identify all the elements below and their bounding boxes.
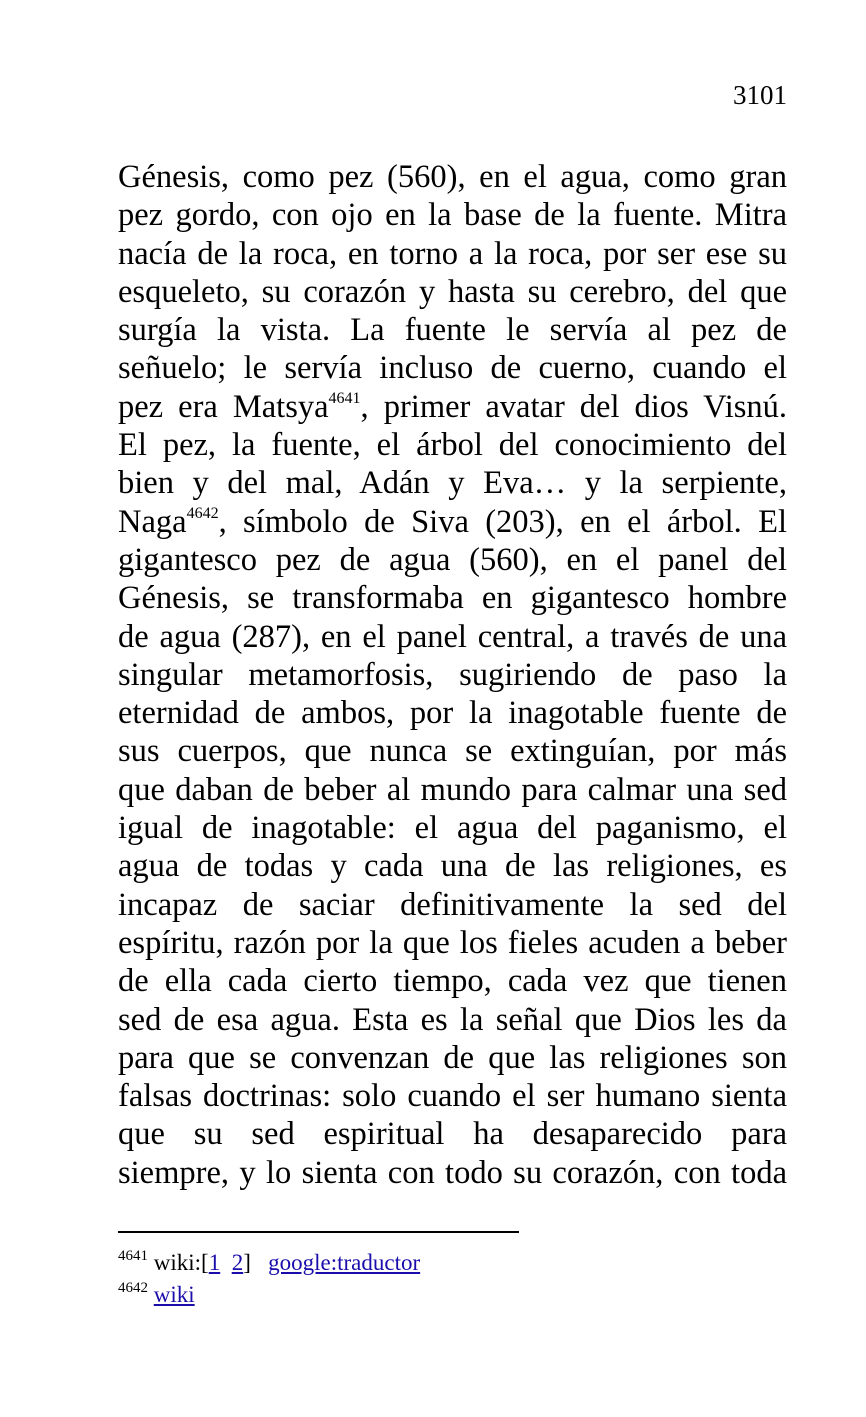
text-line — [118, 311, 787, 349]
text-line — [118, 503, 787, 541]
text-segment: falsas doctrinas: solo cuando el ser humano sienta — [118, 1078, 787, 1115]
footnote-number: 4642 — [118, 1280, 148, 1296]
text-segment: Génesis, como pez (560), en el agua, como gran — [118, 159, 787, 195]
text-line — [118, 196, 787, 234]
footnote-prefix: wiki:[ — [153, 1250, 209, 1275]
text-segment: sus cuerpos, que nunca se extinguían, por más — [118, 733, 787, 770]
footnotes — [118, 1247, 420, 1311]
footnote-number: 4641 — [118, 1248, 148, 1264]
text-line — [118, 388, 787, 426]
page-number: 3101 — [733, 80, 787, 110]
text-segment: pez gordo, con ojo en la base de la fuente. Mitra — [118, 197, 787, 234]
text-segment: pez era Matsya — [118, 388, 329, 425]
text-segment: El pez, la fuente, el árbol del conocimiento del — [118, 427, 787, 464]
text-line — [118, 1154, 787, 1192]
wiki-link-1[interactable]: 1 — [208, 1250, 221, 1275]
text-segment: que daban de beber al mundo para calmar una sed — [118, 771, 787, 808]
text-segment: Naga — [118, 503, 187, 540]
text-line — [118, 656, 787, 694]
text-segment: esqueleto, su corazón y hasta su cerebro, del que — [118, 273, 787, 310]
text-segment: nacía de la roca, en torno a la roca, por ser ese su — [118, 235, 787, 272]
text-segment: de agua (287), en el panel central, a través de una — [118, 618, 787, 655]
text-line — [118, 1001, 787, 1039]
text-line — [118, 464, 787, 502]
text-line — [118, 694, 787, 732]
footnote-4641 — [118, 1247, 420, 1279]
text-segment: surgía la vista. La fuente le servía al pez de — [118, 312, 787, 349]
footnote-4642 — [118, 1279, 420, 1311]
text-line — [118, 1115, 787, 1153]
text-segment: , símbolo de Siva (203), en el árbol. El — [218, 503, 787, 540]
text-line — [118, 235, 787, 273]
text-segment: bien y del mal, Adán y Eva… y la serpiente, — [118, 465, 787, 502]
text-line — [118, 771, 787, 809]
wiki-link-2[interactable]: 2 — [231, 1250, 244, 1275]
text-line — [118, 732, 787, 770]
text-line — [118, 349, 787, 387]
wiki-link[interactable]: wiki — [153, 1282, 195, 1307]
text-segment: igual de inagotable: el agua del paganismo, el — [118, 810, 787, 847]
footnote-reference: 4641 — [328, 389, 361, 407]
body-text — [118, 158, 787, 1192]
text-line — [118, 924, 787, 962]
text-line — [118, 541, 787, 579]
text-segment: señuelo; le servía incluso de cuerno, cuando el — [118, 350, 787, 387]
text-line — [118, 273, 787, 311]
text-segment: singular metamorfosis, sugiriendo de paso la — [118, 656, 787, 693]
text-segment: Génesis, se transformaba en gigantesco hombre — [118, 580, 787, 617]
text-line — [118, 886, 787, 924]
text-segment: agua de todas y cada una de las religiones, es — [118, 848, 787, 885]
text-segment: eternidad de ambos, por la inagotable fuente de — [118, 695, 787, 732]
text-line — [118, 618, 787, 656]
text-segment: sed de esa agua. Esta es la señal que Dios les da — [118, 1001, 787, 1038]
text-segment: para que se convenzan de que las religiones son — [118, 1039, 787, 1076]
text-segment: incapaz de saciar definitivamente la sed del — [118, 886, 787, 923]
footnote-divider — [118, 1231, 519, 1233]
text-line — [118, 1039, 787, 1077]
text-segment: gigantesco pez de agua (560), en el panel del — [118, 541, 787, 578]
text-line — [118, 1077, 787, 1115]
text-line — [118, 809, 787, 847]
text-segment: , primer avatar del dios Visnú. — [360, 388, 788, 425]
google-traductor-link[interactable]: google:traductor — [268, 1250, 421, 1275]
footnote-reference: 4642 — [186, 504, 219, 522]
text-segment: espíritu, razón por la que los fieles acuden a beber — [118, 924, 787, 961]
text-line — [118, 962, 787, 1000]
text-segment: que su sed espiritual ha desaparecido para — [118, 1116, 787, 1153]
text-segment: de ella cada cierto tiempo, cada vez que tienen — [118, 963, 787, 1000]
text-line — [118, 158, 787, 196]
text-segment: siempre, y lo sienta con todo su corazón, con toda — [118, 1154, 787, 1191]
footnote-suffix: ] — [243, 1250, 251, 1275]
text-line — [118, 579, 787, 617]
text-line — [118, 426, 787, 464]
text-line — [118, 847, 787, 885]
